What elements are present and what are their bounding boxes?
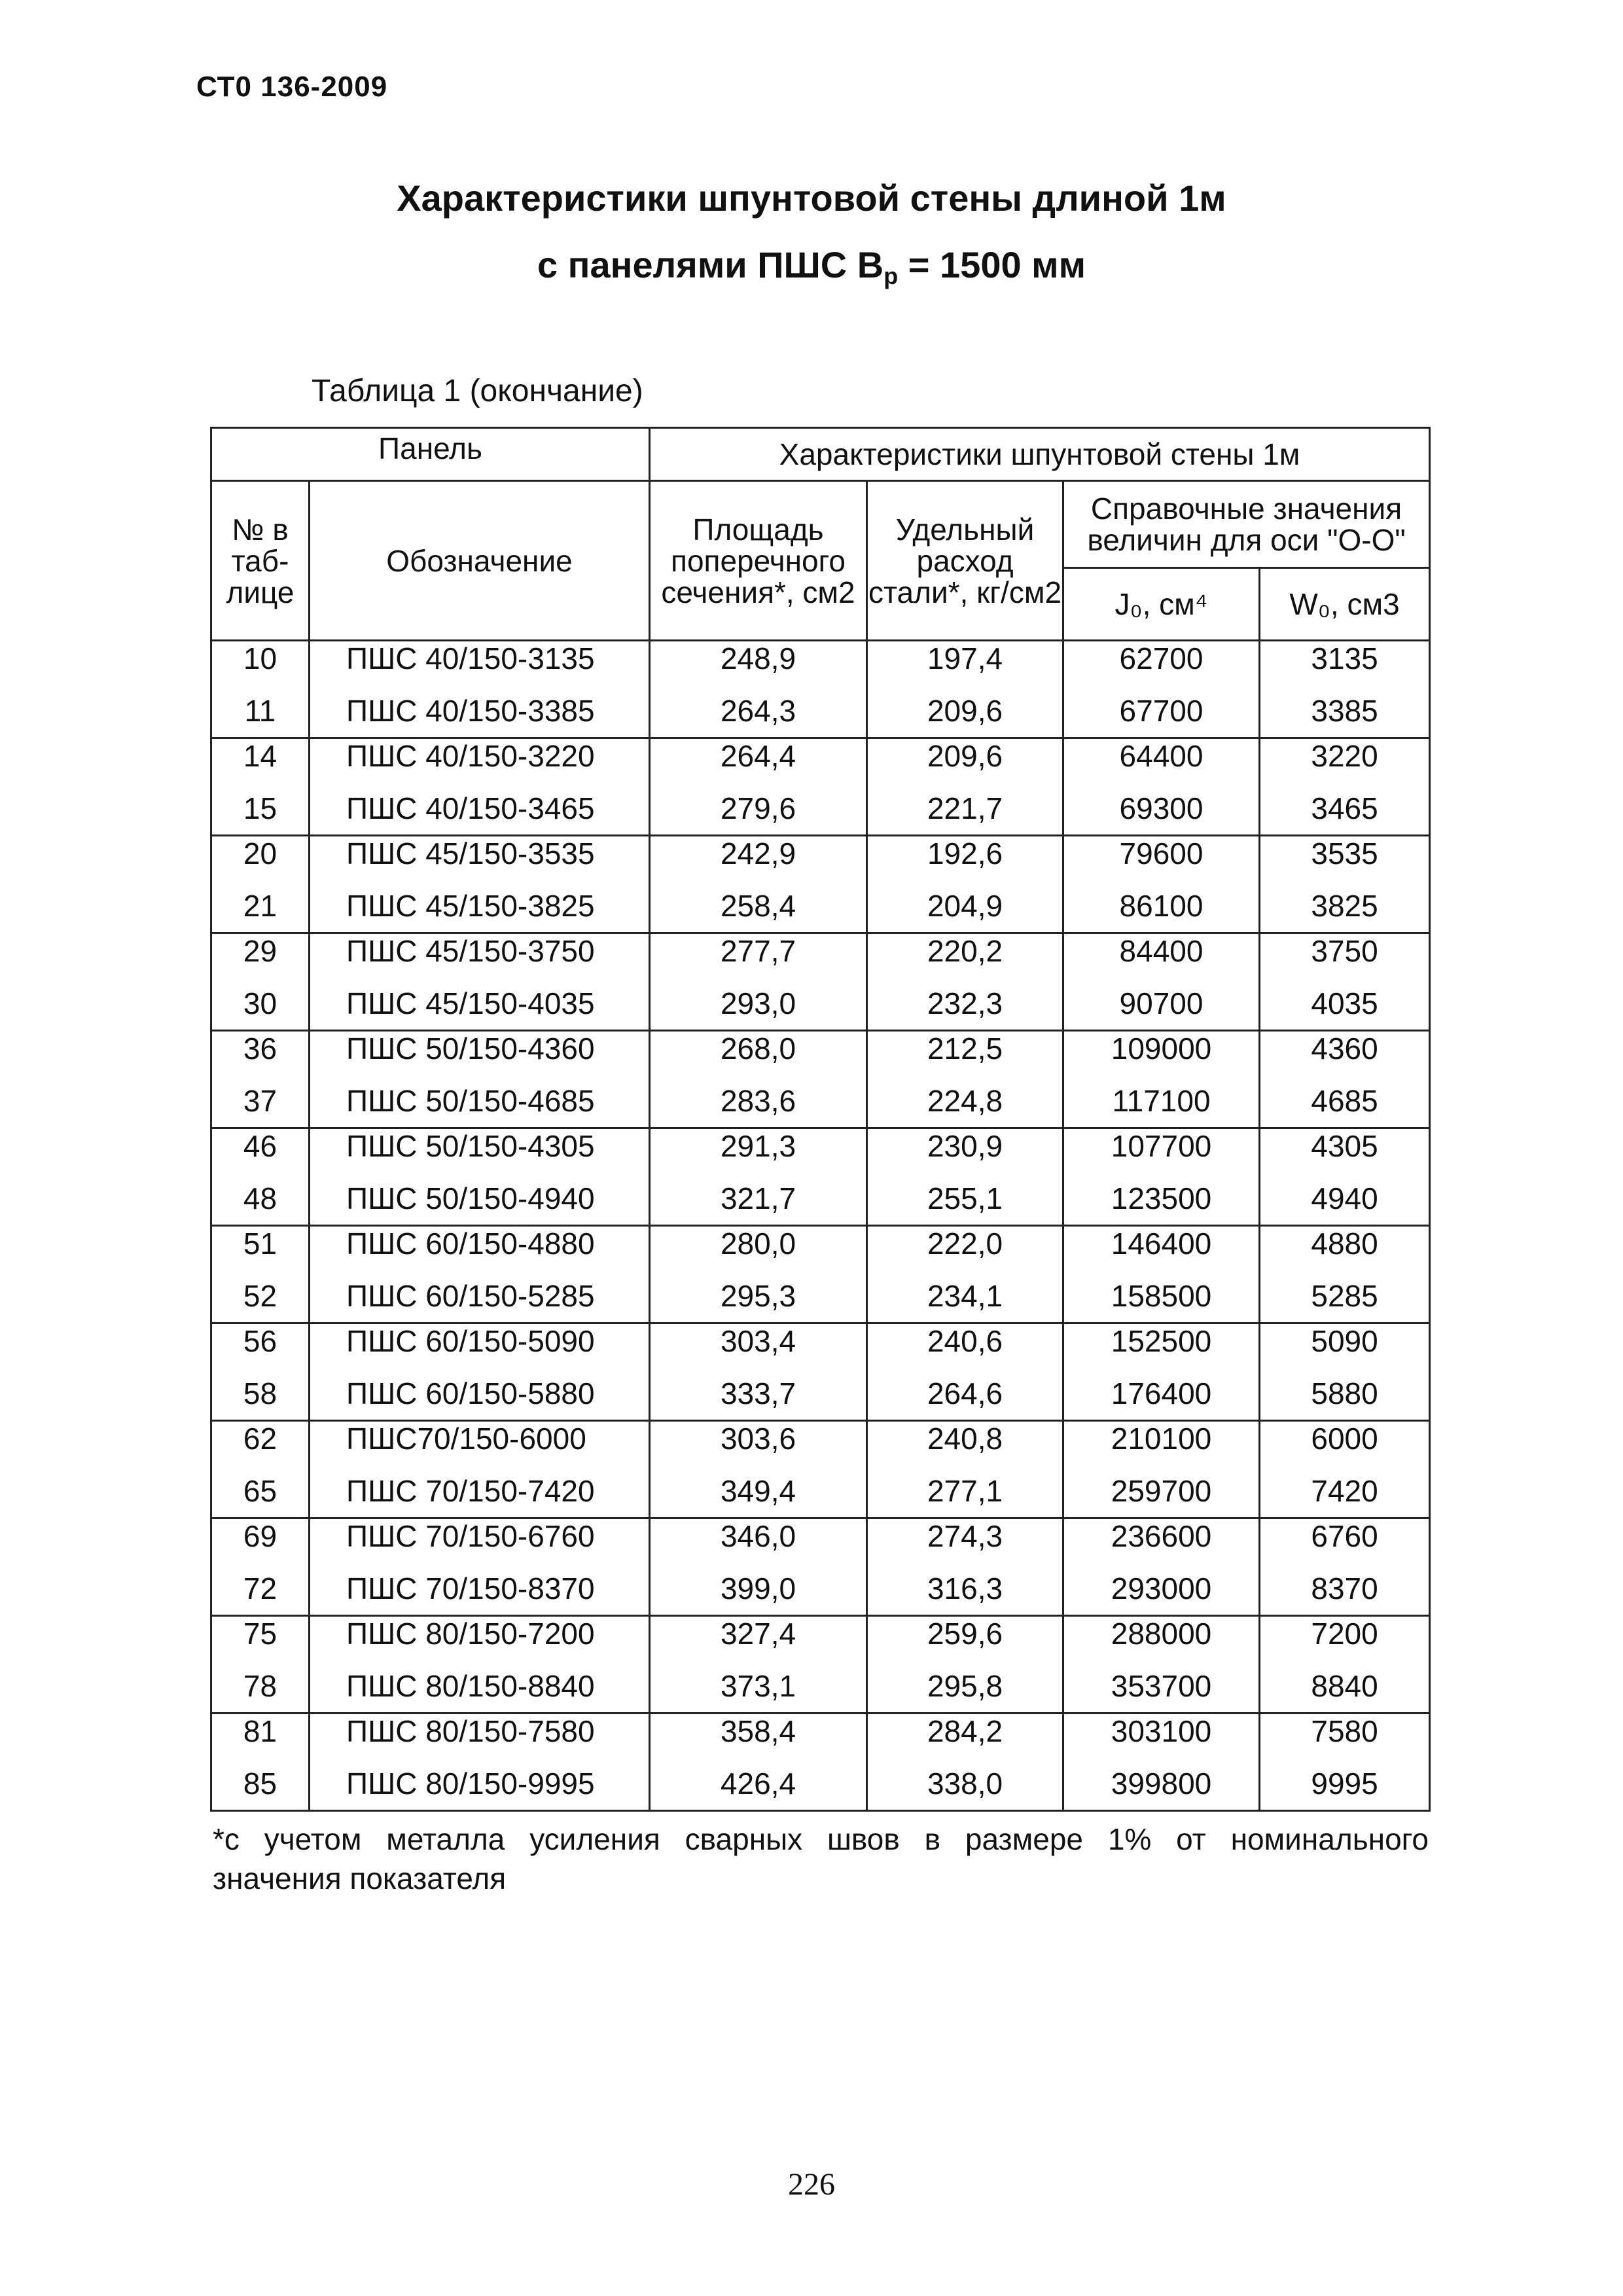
cell-j0-value: 210100	[1111, 1422, 1212, 1456]
cell-j0-value: 152500	[1111, 1324, 1212, 1358]
table-row	[211, 933, 1430, 1031]
cell-j0	[1063, 641, 1260, 738]
header-w0: W₀, см3	[1260, 568, 1430, 641]
cell-des-value: ПШС 50/150-4685	[346, 1084, 595, 1118]
cell-j0	[1063, 738, 1260, 836]
cell-des	[310, 1128, 650, 1226]
table-row	[211, 641, 1430, 738]
cell-num-value: 20	[243, 836, 277, 870]
cell-area-value: 283,6	[720, 1084, 796, 1118]
cell-w0	[1260, 1616, 1430, 1713]
cell-j0-value: 123500	[1111, 1181, 1212, 1215]
cell-num-value: 72	[243, 1571, 277, 1605]
cell-des	[310, 1226, 650, 1323]
table-row	[211, 1713, 1430, 1811]
cell-steel-value: 232,3	[927, 986, 1003, 1020]
cell-num-value: 51	[243, 1227, 277, 1261]
cell-j0-value: 79600	[1119, 836, 1204, 870]
cell-w0-value: 4940	[1311, 1181, 1378, 1215]
cell-w0-value: 3535	[1311, 836, 1378, 870]
cell-des-value: ПШС 70/150-8370	[346, 1571, 595, 1605]
cell-w0-value: 7420	[1311, 1474, 1378, 1508]
cell-steel-value: 209,6	[927, 739, 1003, 773]
cell-w0-value: 6760	[1311, 1519, 1378, 1553]
cell-area-value: 258,4	[720, 889, 796, 923]
cell-num-value: 52	[243, 1279, 277, 1313]
subtitle-prefix: с панелями ПШС B	[537, 244, 884, 285]
cell-num	[211, 1128, 310, 1226]
cell-w0-value: 4685	[1311, 1084, 1378, 1118]
cell-des-value: ПШС 80/150-9995	[346, 1767, 595, 1801]
cell-j0	[1063, 836, 1260, 933]
cell-num-value: 78	[243, 1669, 277, 1703]
cell-steel-value: 220,2	[927, 934, 1003, 968]
cell-num	[211, 836, 310, 933]
cell-des-value: ПШС 45/150-4035	[346, 986, 595, 1020]
cell-area-value: 264,3	[720, 694, 796, 728]
cell-j0-value: 86100	[1119, 889, 1204, 923]
cell-w0-value: 7200	[1311, 1617, 1378, 1651]
cell-w0-value: 3825	[1311, 889, 1378, 923]
cell-des-value: ПШС 45/150-3825	[346, 889, 595, 923]
cell-num-value: 46	[243, 1129, 277, 1163]
cell-des-value: ПШС 60/150-5880	[346, 1376, 595, 1410]
header-reference-values: Справочные значения величин для оси "О-О"	[1063, 481, 1430, 568]
cell-area-value: 277,7	[720, 934, 796, 968]
cell-steel	[867, 1323, 1063, 1421]
cell-w0	[1260, 1713, 1430, 1811]
cell-j0	[1063, 1323, 1260, 1421]
cell-num-value: 36	[243, 1031, 277, 1066]
table-row	[211, 836, 1430, 933]
cell-area	[650, 1128, 867, 1226]
cell-area-value: 242,9	[720, 836, 796, 870]
page-number: 226	[788, 2167, 835, 2202]
cell-w0-value: 5090	[1311, 1324, 1378, 1358]
table-row	[211, 1031, 1430, 1128]
header-designation: Обозначение	[310, 481, 650, 641]
cell-num-value: 85	[243, 1767, 277, 1801]
cell-num-value: 15	[243, 791, 277, 825]
cell-steel-value: 192,6	[927, 836, 1003, 870]
cell-w0-value: 3465	[1311, 791, 1378, 825]
cell-w0-value: 6000	[1311, 1422, 1378, 1456]
cell-w0-value: 4360	[1311, 1031, 1378, 1066]
table-row	[211, 1518, 1430, 1616]
cell-j0	[1063, 1616, 1260, 1713]
cell-steel-value: 224,8	[927, 1084, 1003, 1118]
cell-j0-value: 117100	[1112, 1084, 1211, 1118]
cell-steel-value: 197,4	[927, 641, 1003, 675]
cell-steel-value: 204,9	[927, 889, 1003, 923]
cell-steel	[867, 933, 1063, 1031]
cell-des	[310, 1421, 650, 1518]
cell-steel-value: 222,0	[927, 1227, 1003, 1261]
cell-steel	[867, 641, 1063, 738]
cell-des-value: ПШС 40/150-3385	[346, 694, 595, 728]
cell-j0-value: 303100	[1111, 1714, 1212, 1748]
cell-j0-value: 64400	[1119, 739, 1204, 773]
cell-w0	[1260, 1323, 1430, 1421]
cell-area-value: 346,0	[720, 1519, 796, 1553]
cell-steel-value: 284,2	[927, 1714, 1003, 1748]
cell-j0-value: 109000	[1111, 1031, 1212, 1066]
cell-des	[310, 1031, 650, 1128]
cell-j0	[1063, 1031, 1260, 1128]
table-row	[211, 1128, 1430, 1226]
cell-area	[650, 641, 867, 738]
cell-des-value: ПШС 40/150-3220	[346, 739, 595, 773]
cell-steel	[867, 836, 1063, 933]
cell-w0	[1260, 1518, 1430, 1616]
cell-des-value: ПШС 50/150-4360	[346, 1031, 595, 1066]
characteristics-table	[210, 427, 1431, 1812]
cell-w0-value: 3385	[1311, 694, 1378, 728]
cell-j0	[1063, 933, 1260, 1031]
page-subtitle	[0, 243, 1623, 290]
table-caption: Таблица 1 (окончание)	[312, 374, 643, 408]
cell-num-value: 37	[243, 1084, 277, 1118]
cell-j0-value: 353700	[1111, 1669, 1212, 1703]
cell-j0-value: 90700	[1119, 986, 1204, 1020]
cell-area	[650, 738, 867, 836]
cell-des	[310, 1323, 650, 1421]
cell-num	[211, 738, 310, 836]
cell-num	[211, 1421, 310, 1518]
cell-w0-value: 5285	[1311, 1279, 1378, 1313]
cell-steel-value: 209,6	[927, 694, 1003, 728]
cell-area-value: 248,9	[720, 641, 796, 675]
cell-num-value: 11	[244, 694, 276, 728]
cell-area	[650, 1713, 867, 1811]
cell-des-value: ПШС 70/150-6760	[346, 1519, 595, 1553]
cell-w0	[1260, 836, 1430, 933]
cell-w0-value: 4305	[1311, 1129, 1378, 1163]
header-number: № в таб- лице	[211, 481, 310, 641]
table-row	[211, 738, 1430, 836]
cell-j0-value: 146400	[1111, 1227, 1212, 1261]
cell-j0-value: 399800	[1111, 1767, 1212, 1801]
cell-area-value: 333,7	[720, 1376, 796, 1410]
cell-w0-value: 4035	[1311, 986, 1378, 1020]
cell-area-value: 399,0	[720, 1571, 796, 1605]
subtitle-subscript: p	[883, 262, 899, 289]
table-row	[211, 1226, 1430, 1323]
subtitle-suffix: = 1500 мм	[898, 244, 1086, 285]
cell-num-value: 29	[243, 934, 277, 968]
cell-steel-value: 274,3	[927, 1519, 1003, 1553]
cell-area	[650, 1031, 867, 1128]
cell-j0-value: 158500	[1111, 1279, 1212, 1313]
cell-des	[310, 1713, 650, 1811]
cell-w0-value: 8370	[1311, 1571, 1378, 1605]
cell-j0-value: 176400	[1111, 1376, 1212, 1410]
cell-area	[650, 836, 867, 933]
cell-num-value: 10	[243, 641, 277, 675]
cell-steel	[867, 1616, 1063, 1713]
cell-area-value: 280,0	[720, 1227, 796, 1261]
cell-j0	[1063, 1128, 1260, 1226]
table-body	[211, 641, 1430, 1811]
cell-w0-value: 4880	[1311, 1227, 1378, 1261]
cell-j0	[1063, 1518, 1260, 1616]
cell-w0-value: 9995	[1311, 1767, 1378, 1801]
cell-area-value: 303,6	[720, 1422, 796, 1456]
cell-area	[650, 1421, 867, 1518]
cell-area-value: 321,7	[720, 1181, 796, 1215]
cell-steel	[867, 1128, 1063, 1226]
header-j0: J₀, см⁴	[1063, 568, 1260, 641]
cell-steel-value: 338,0	[927, 1767, 1003, 1801]
cell-area-value: 264,4	[720, 739, 796, 773]
cell-w0	[1260, 933, 1430, 1031]
cell-des	[310, 1616, 650, 1713]
cell-des	[310, 836, 650, 933]
cell-des-value: ПШС 45/150-3750	[346, 934, 595, 968]
cell-num-value: 21	[243, 889, 277, 923]
cell-des	[310, 641, 650, 738]
cell-num	[211, 1226, 310, 1323]
cell-w0	[1260, 738, 1430, 836]
header-characteristics-group: Характеристики шпунтовой стены 1м	[650, 428, 1430, 481]
cell-steel	[867, 1226, 1063, 1323]
cell-des	[310, 738, 650, 836]
cell-num-value: 69	[243, 1519, 277, 1553]
cell-steel	[867, 1031, 1063, 1128]
cell-num	[211, 1323, 310, 1421]
cell-num	[211, 1713, 310, 1811]
cell-j0-value: 259700	[1111, 1474, 1212, 1508]
cell-area-value: 291,3	[720, 1129, 796, 1163]
header-panel-group: Панель	[211, 428, 650, 481]
cell-j0-value: 62700	[1119, 641, 1204, 675]
cell-num-value: 30	[243, 986, 277, 1020]
cell-area-value: 268,0	[720, 1031, 796, 1066]
cell-w0-value: 8840	[1311, 1669, 1378, 1703]
cell-num	[211, 1031, 310, 1128]
cell-j0-value: 288000	[1111, 1617, 1212, 1651]
cell-area-value: 327,4	[720, 1617, 796, 1651]
cell-area-value: 349,4	[720, 1474, 796, 1508]
cell-des-value: ПШС 50/150-4305	[346, 1129, 595, 1163]
page-title: Характеристики шпунтовой стены длиной 1м	[397, 177, 1226, 219]
cell-w0	[1260, 1421, 1430, 1518]
cell-steel-value: 221,7	[927, 791, 1003, 825]
cell-steel-value: 240,8	[927, 1422, 1003, 1456]
cell-steel	[867, 738, 1063, 836]
cell-area	[650, 1323, 867, 1421]
cell-steel-value: 295,8	[927, 1669, 1003, 1703]
cell-w0-value: 5880	[1311, 1376, 1378, 1410]
cell-j0-value: 67700	[1119, 694, 1204, 728]
cell-steel-value: 259,6	[927, 1617, 1003, 1651]
cell-area-value: 426,4	[720, 1767, 796, 1801]
cell-num-value: 65	[243, 1474, 277, 1508]
cell-num-value: 81	[243, 1714, 277, 1748]
cell-des-value: ПШС 40/150-3465	[346, 791, 595, 825]
cell-steel	[867, 1713, 1063, 1811]
cell-des-value: ПШС 60/150-5090	[346, 1324, 595, 1358]
cell-des-value: ПШС 50/150-4940	[346, 1181, 595, 1215]
cell-des-value: ПШС 40/150-3135	[346, 641, 595, 675]
cell-area-value: 358,4	[720, 1714, 796, 1748]
cell-num	[211, 933, 310, 1031]
cell-j0-value: 236600	[1111, 1519, 1212, 1553]
cell-num-value: 14	[243, 739, 277, 773]
header-area: Площадь поперечного сечения*, см2	[650, 481, 867, 641]
table-row	[211, 1421, 1430, 1518]
cell-num-value: 62	[243, 1422, 277, 1456]
cell-w0-value: 3135	[1311, 641, 1378, 675]
table-row	[211, 1616, 1430, 1713]
cell-num-value: 75	[243, 1617, 277, 1651]
cell-j0-value: 84400	[1119, 934, 1204, 968]
cell-des	[310, 933, 650, 1031]
cell-area	[650, 933, 867, 1031]
cell-num-value: 56	[243, 1324, 277, 1358]
cell-area-value: 303,4	[720, 1324, 796, 1358]
cell-des-value: ПШС 45/150-3535	[346, 836, 595, 870]
cell-num	[211, 1616, 310, 1713]
cell-steel-value: 277,1	[927, 1474, 1003, 1508]
cell-j0	[1063, 1421, 1260, 1518]
footnote-continuation: значения показателя	[213, 1861, 507, 1895]
cell-num-value: 48	[243, 1181, 277, 1215]
cell-area-value: 279,6	[720, 791, 796, 825]
cell-w0-value: 7580	[1311, 1714, 1378, 1748]
cell-j0	[1063, 1713, 1260, 1811]
cell-des-value: ПШС 60/150-5285	[346, 1279, 595, 1313]
cell-des-value: ПШС 80/150-7200	[346, 1617, 595, 1651]
cell-num-value: 58	[243, 1376, 277, 1410]
cell-j0-value: 69300	[1119, 791, 1204, 825]
cell-w0	[1260, 641, 1430, 738]
cell-des-value: ПШС70/150-6000	[346, 1422, 586, 1456]
cell-steel-value: 255,1	[927, 1181, 1003, 1215]
cell-steel-value: 264,6	[927, 1376, 1003, 1410]
cell-num	[211, 1518, 310, 1616]
cell-num	[211, 641, 310, 738]
header-steel-rate: Удельный расход стали*, кг/см2	[867, 481, 1063, 641]
cell-des-value: ПШС 80/150-8840	[346, 1669, 595, 1703]
cell-w0-value: 3750	[1311, 934, 1378, 968]
cell-j0-value: 107700	[1111, 1129, 1212, 1163]
cell-w0	[1260, 1128, 1430, 1226]
cell-des-value: ПШС 80/150-7580	[346, 1714, 595, 1748]
cell-steel	[867, 1518, 1063, 1616]
cell-j0	[1063, 1226, 1260, 1323]
cell-w0	[1260, 1031, 1430, 1128]
cell-area	[650, 1616, 867, 1713]
document-code: СТ0 136-2009	[196, 71, 388, 103]
cell-j0-value: 293000	[1111, 1571, 1212, 1605]
cell-area-value: 295,3	[720, 1279, 796, 1313]
cell-des-value: ПШС 70/150-7420	[346, 1474, 595, 1508]
cell-steel	[867, 1421, 1063, 1518]
cell-des	[310, 1518, 650, 1616]
cell-w0-value: 3220	[1311, 739, 1378, 773]
cell-des-value: ПШС 60/150-4880	[346, 1227, 595, 1261]
cell-steel-value: 316,3	[927, 1571, 1003, 1605]
table-row	[211, 1323, 1430, 1421]
cell-steel-value: 230,9	[927, 1129, 1003, 1163]
cell-area	[650, 1518, 867, 1616]
cell-steel-value: 240,6	[927, 1324, 1003, 1358]
cell-area	[650, 1226, 867, 1323]
cell-steel-value: 212,5	[927, 1031, 1003, 1066]
cell-steel-value: 234,1	[927, 1279, 1003, 1313]
footnote: *с учетом металла усиления сварных швов в размере 1% от номинального	[213, 1822, 1429, 1856]
cell-w0	[1260, 1226, 1430, 1323]
cell-area-value: 293,0	[720, 986, 796, 1020]
cell-area-value: 373,1	[720, 1669, 796, 1703]
